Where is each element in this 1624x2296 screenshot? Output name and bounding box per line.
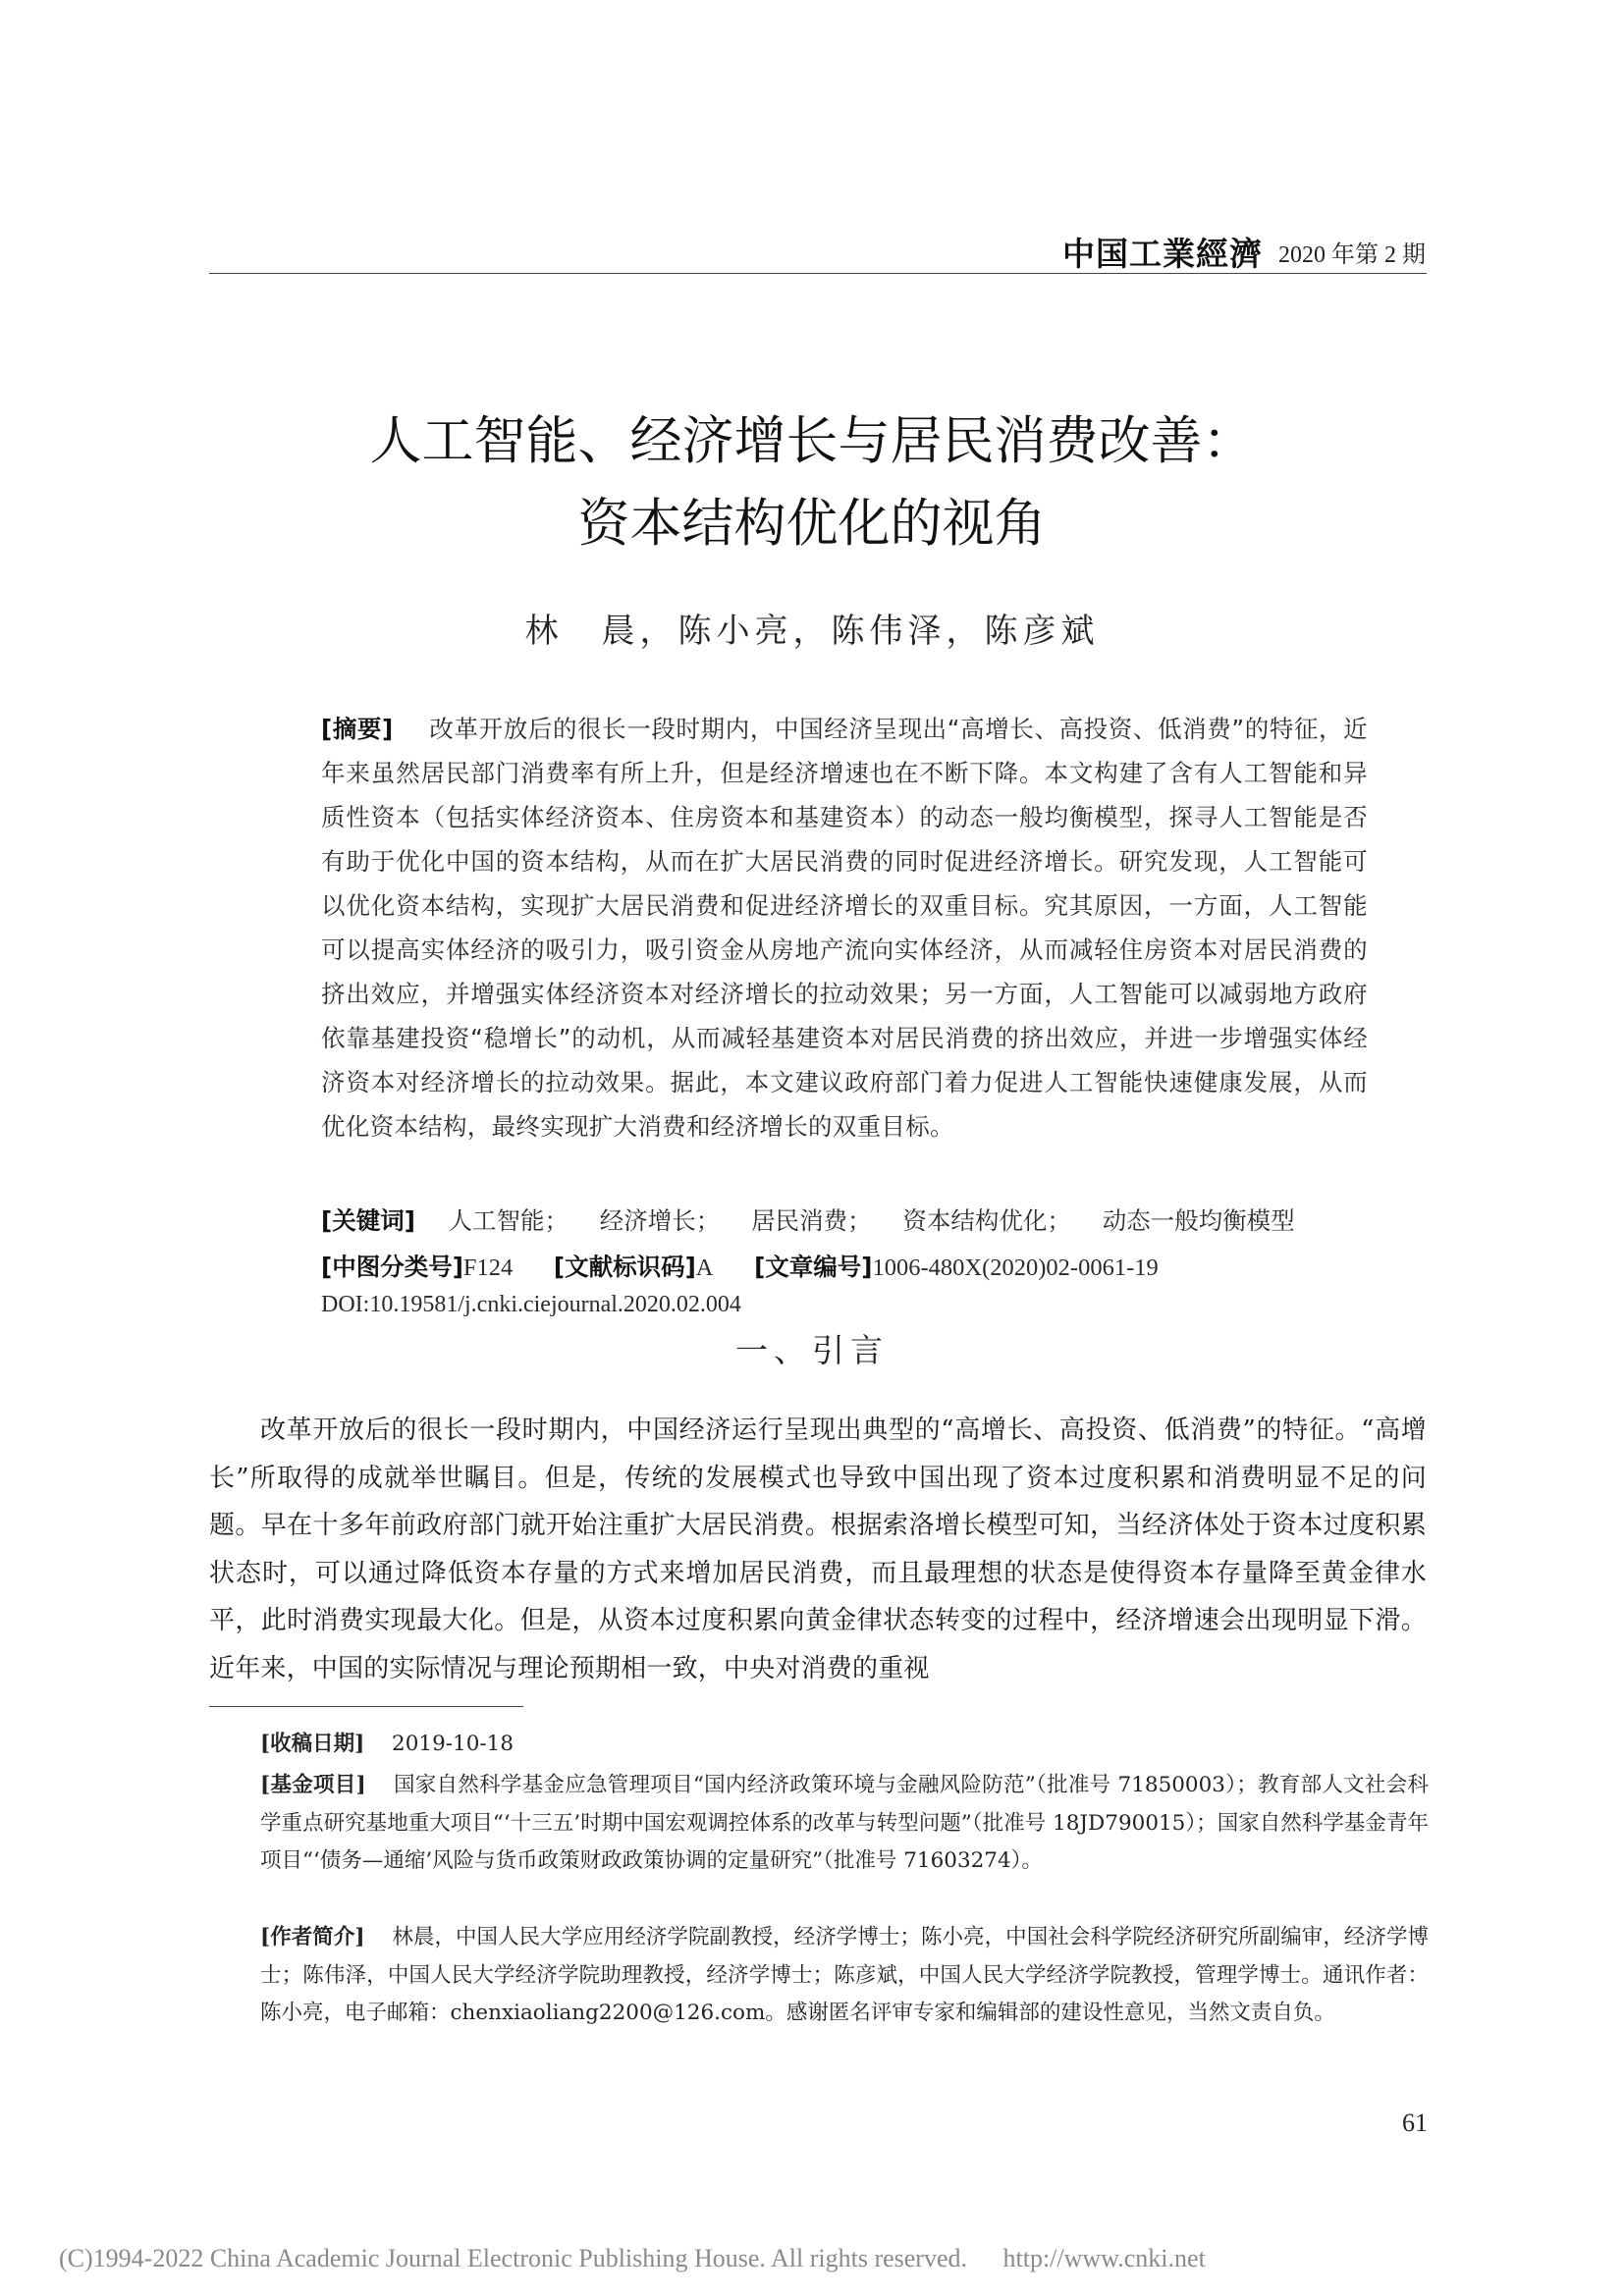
doi[interactable]: DOI:10.19581/j.cnki.ciejournal.2020.02.004	[321, 1292, 741, 1317]
abstract-label: [摘要]	[321, 715, 394, 743]
funding-label: [基金项目]	[260, 1773, 366, 1797]
page-number: 61	[1402, 2109, 1428, 2137]
issue-info: 2020 年第 2 期	[1278, 241, 1426, 268]
section-heading: 一、引言	[735, 1331, 889, 1369]
keyword-item: 人工智能；	[448, 1206, 568, 1235]
journal-header	[982, 232, 1426, 271]
body-paragraph: 改革开放后的很长一段时期内，中国经济运行呈现出典型的“高增长、高投资、低消费”的特征。“高增长”所取得的成就举世瞩目。但是，传统的发展模式也导致中国出现了资本过度积累和消费明显不足的问题。早在十多年前政府部门就开始注重扩大居民消费。根据索洛增长模型可知，当经济体处于资本过度积累状态时，可以通过降低资本存量的方式来增加居民消费，而且最理想的状态是使得资本存量降至黄金律水平，此时消费实现最大化。但是，从资本过度积累向黄金律状态转变的过程中，经济增速会出现明显下滑。近年来，中国的实际情况与理论预期相一致，中央对消费的重视	[209, 1415, 1427, 1683]
doc-code-value: A	[695, 1255, 714, 1281]
keyword-item: 资本结构优化；	[902, 1206, 1071, 1235]
title-line-1: 人工智能、经济增长与居民消费改善：	[369, 411, 1255, 471]
header-rule	[209, 273, 1427, 274]
clc-label: [中图分类号]	[321, 1253, 463, 1281]
footnote-funding	[260, 1767, 1429, 1881]
copyright-footer	[59, 2244, 1571, 2273]
author-list: 林 晨，陈小亮，陈伟泽，陈彦斌	[524, 612, 1100, 651]
abstract	[321, 707, 1368, 1148]
abstract-text: 改革开放后的很长一段时期内，中国经济呈现出“高增长、高投资、低消费”的特征，近年来虽然居民部门消费率有所上升，但是经济增速也在不断下降。本文构建了含有人工智能和异质性资本（包括实体经济资本、住房资本和基建资本）的动态一般均衡模型，探寻人工智能是否有助于优化中国的资本结构，从而在扩大居民消费的同时促进经济增长。研究发现，人工智能可以优化资本结构，实现扩大居民消费和促进经济增长的双重目标。究其原因，一方面，人工智能可以提高实体经济的吸引力，吸引资金从房地产流向实体经济，从而减轻住房资本对居民消费的挤出效应，并增强实体经济资本对经济增长的拉动效果；另一方面，人工智能可以减弱地方政府依靠基建投资“稳增长”的动机，从而减轻基建资本对居民消费的挤出效应，并进一步增强实体经济资本对经济增长的拉动效果。据此，本文建议政府部门着力促进人工智能快速健康发展，从而优化资本结构，最终实现扩大消费和经济增长的双重目标。	[321, 715, 1368, 1141]
keywords-label: [关键词]	[321, 1206, 415, 1235]
keyword-item: 经济增长；	[599, 1206, 721, 1235]
clc-value: F124	[462, 1255, 514, 1281]
footnote-rule	[209, 1706, 523, 1707]
author-bio-value: 林晨，中国人民大学应用经济学院副教授，经济学博士；陈小亮，中国社会科学院经济研究所副编审，经济学博士；陈伟泽，中国人民大学经济学院助理教授，经济学博士；陈彦斌，中国人民大学经济学院教授，管理学博士。通讯作者：陈小亮，电子邮箱：chenxiaoliang2200@126.com。感谢匿名评审专家和编辑部的建设性意见，当然文责自负。	[260, 1925, 1429, 2025]
author-bio-label: [作者简介]	[260, 1925, 365, 1949]
article-number-label: [文章编号]	[754, 1253, 873, 1281]
keyword-item: 居民消费；	[751, 1206, 872, 1235]
footnote-received-date	[260, 1726, 1429, 1764]
article-title	[196, 400, 1428, 565]
funding-value: 国家自然科学基金应急管理项目“国内经济政策环境与金融风险防范”（批准号 71850003）；教育部人文社会科学重点研究基地重大项目“‘十三五’时期中国宏观调控体系的改革与转型问题”（批准号 18JD790015）；国家自然科学基金青年项目“‘债务—通缩’风险与货币政策财政政策协调的定量研究”（批准号 71603274）。	[260, 1773, 1429, 1873]
received-label: [收稿日期]	[260, 1732, 365, 1756]
classification-info	[321, 1249, 1159, 1283]
article-number-value: 1006-480X(2020)02-0061-19	[872, 1255, 1159, 1281]
footnote-author-bio	[260, 1919, 1429, 2033]
cnki-link[interactable]: http://www.cnki.net	[1002, 2244, 1206, 2272]
keywords	[321, 1202, 1319, 1237]
copyright-text: (C)1994-2022 China Academic Journal Electronic Publishing House. All rights reserved.	[59, 2244, 967, 2272]
doc-code-label: [文献标识码]	[553, 1253, 696, 1281]
received-value: 2019-10-18	[392, 1732, 514, 1756]
title-line-2: 资本结构优化的视角	[577, 494, 1047, 554]
journal-logo: 中国工業經濟	[1062, 234, 1263, 273]
keyword-item: 动态一般均衡模型	[1102, 1206, 1295, 1235]
